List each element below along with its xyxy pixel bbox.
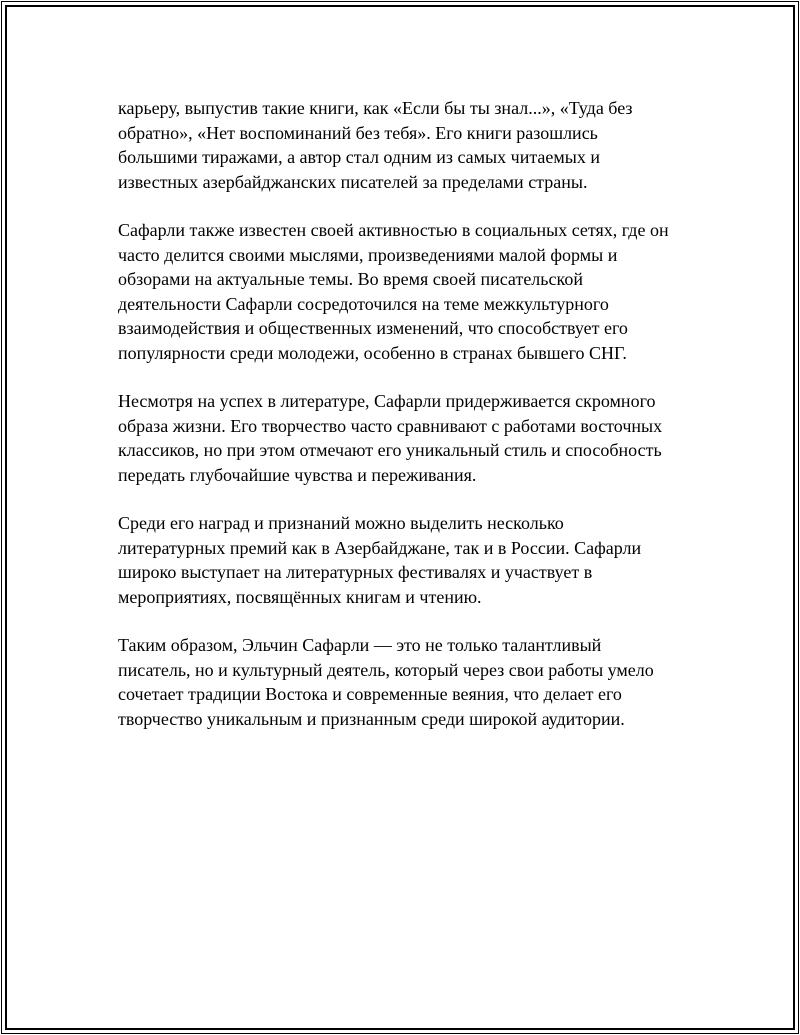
paragraph-5 (118, 633, 698, 731)
text-line: мероприятиях, посвящённых книгам и чтению. (118, 586, 482, 607)
text-line: часто делится своими мыслями, произведениями малой формы и (118, 244, 618, 265)
text-line: взаимодействия и общественных изменений, что способствует его (118, 318, 628, 338)
text-line: писатель, но и культурный деятель, который через свои работы умело (118, 659, 654, 680)
text-line: карьеру, выпустив такие книги, как «Если бы ты знал...», «Туда без (118, 98, 633, 118)
paragraph-1 (118, 96, 698, 194)
text-line: Среди его наград и признаний можно выделить несколько (118, 513, 564, 533)
document-body (118, 96, 698, 755)
text-line: Несмотря на успех в литературе, Сафарли придерживается скромного (118, 391, 656, 411)
text-line: большими тиражами, а автор стал одним из самых читаемых и (118, 147, 601, 167)
paragraph-2 (118, 218, 698, 365)
text-line: популярности среди молодежи, особенно в странах бывшего СНГ. (118, 342, 627, 363)
text-line: обратно», «Нет воспоминаний без тебя». Его книги разошлись (118, 122, 598, 143)
text-line: деятельности Сафарли сосредоточился на теме межкультурного (118, 293, 609, 314)
text-line: сочетает традиции Востока и современные веяния, что делает его (118, 684, 622, 704)
text-line: широко выступает на литературных фестивалях и участвует в (118, 562, 593, 582)
text-line: образа жизни. Его творчество часто сравнивают с работами восточных (118, 415, 663, 436)
text-line: классиков, но при этом отмечают его уникальный стиль и способность (118, 440, 662, 460)
text-line: обзорами на актуальные темы. Во время своей писательской (118, 269, 583, 289)
text-line: известных азербайджанских писателей за пределами страны. (118, 171, 588, 192)
text-line: Сафарли также известен своей активностью в социальных сетях, где он (118, 220, 669, 240)
text-line: Таким образом, Эльчин Сафарли — это не только талантливый (118, 635, 602, 655)
text-line: передать глубочайшие чувства и переживания. (118, 464, 477, 485)
paragraph-3 (118, 389, 698, 487)
text-line: литературных премий как в Азербайджане, так и в России. Сафарли (118, 537, 642, 558)
paragraph-4 (118, 511, 698, 609)
text-line: творчество уникальным и признанным среди широкой аудитории. (118, 708, 625, 729)
